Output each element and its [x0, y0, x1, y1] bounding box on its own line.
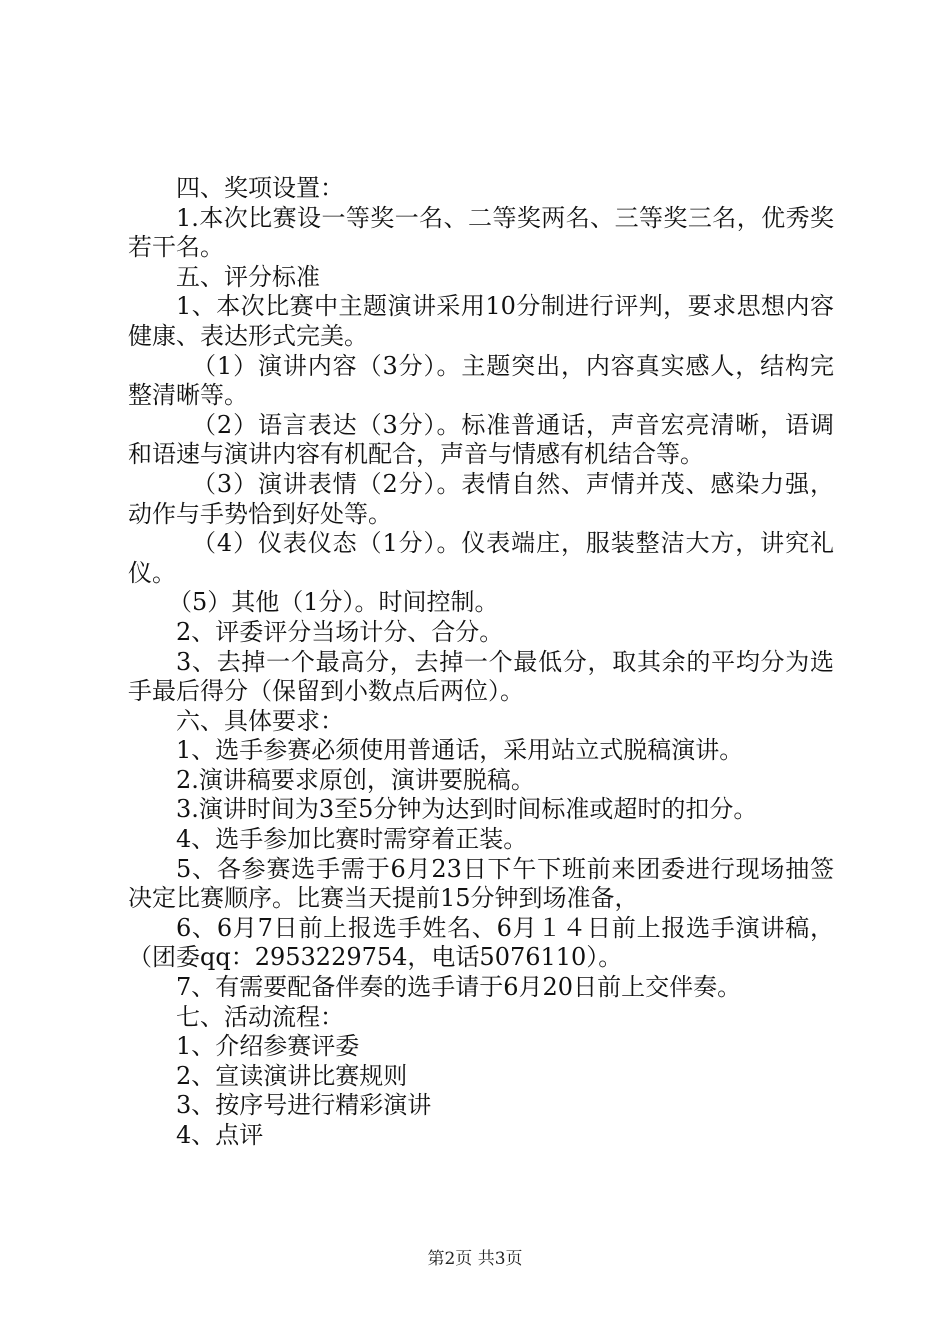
paragraph-requirement-4: 4、选手参加比赛时需穿着正装。 — [176, 825, 528, 854]
paragraph-process-1: 1、介绍参赛评委 — [176, 1032, 360, 1061]
paragraph-scoring-item-2: （2）语言表达（3分）。标准普通话，声音宏亮清晰，语调和语速与演讲内容有机配合，声音与情感有机结合等。 — [128, 410, 834, 469]
paragraph-requirement-1: 1、选手参赛必须使用普通话，采用站立式脱稿演讲。 — [176, 736, 744, 765]
section-heading-process: 七、活动流程： — [176, 1002, 344, 1031]
page-footer: 第2页 共3页 — [427, 1249, 523, 1269]
paragraph-scoring-item-4: （4）仪表仪态（1分）。仪表端庄，服装整洁大方，讲究礼仪。 — [128, 529, 834, 587]
section-heading-scoring: 五、评分标准 — [176, 262, 320, 291]
paragraph-scoring-item-5: （5）其他（1分）。时间控制。 — [168, 588, 499, 617]
section-heading-requirements: 六、具体要求： — [176, 706, 344, 735]
paragraph-process-3: 3、按序号进行精彩演讲 — [176, 1091, 432, 1120]
paragraph-process-4: 4、点评 — [176, 1121, 264, 1149]
paragraph-scoring-item-1: （1）演讲内容（3分）。主题突出，内容真实感人，结构完整清晰等。 — [128, 351, 834, 410]
paragraph-scoring-3: 3、去掉一个最高分，去掉一个最低分，取其余的平均分为选手最后得分（保留到小数点后两位）。 — [128, 647, 834, 706]
paragraph-requirement-5: 5、各参赛选手需于6月23日下午下班前来团委进行现场抽签决定比赛顺序。比赛当天提前15分钟到场准备， — [128, 854, 834, 913]
paragraph-requirement-6: 6、6月7日前上报选手姓名、6月１４日前上报选手演讲稿，（团委qq：2953229754，电话5076110）。 — [128, 913, 834, 972]
paragraph-awards-1: 1.本次比赛设一等奖一名、二等奖两名、三等奖三名，优秀奖若干名。 — [128, 203, 834, 262]
paragraph-requirement-7: 7、有需要配备伴奏的选手请于6月20日前上交伴奏。 — [176, 973, 742, 1002]
paragraph-process-2: 2、宣读演讲比赛规则 — [176, 1061, 408, 1090]
paragraph-requirement-3: 3.演讲时间为3至5分钟为达到时间标准或超时的扣分。 — [176, 795, 758, 824]
document-body — [128, 174, 834, 1151]
paragraph-scoring-item-3: （3）演讲表情（2分）。表情自然、声情并茂、感染力强，动作与手势恰到好处等。 — [128, 469, 834, 528]
section-heading-awards: 四、奖项设置： — [176, 174, 344, 202]
paragraph-requirement-2: 2.演讲稿要求原创，演讲要脱稿。 — [176, 765, 535, 794]
paragraph-scoring-2: 2、评委评分当场计分、合分。 — [176, 617, 504, 646]
paragraph-scoring-1: 1、本次比赛中主题演讲采用10分制进行评判，要求思想内容健康、表达形式完美。 — [128, 292, 834, 350]
